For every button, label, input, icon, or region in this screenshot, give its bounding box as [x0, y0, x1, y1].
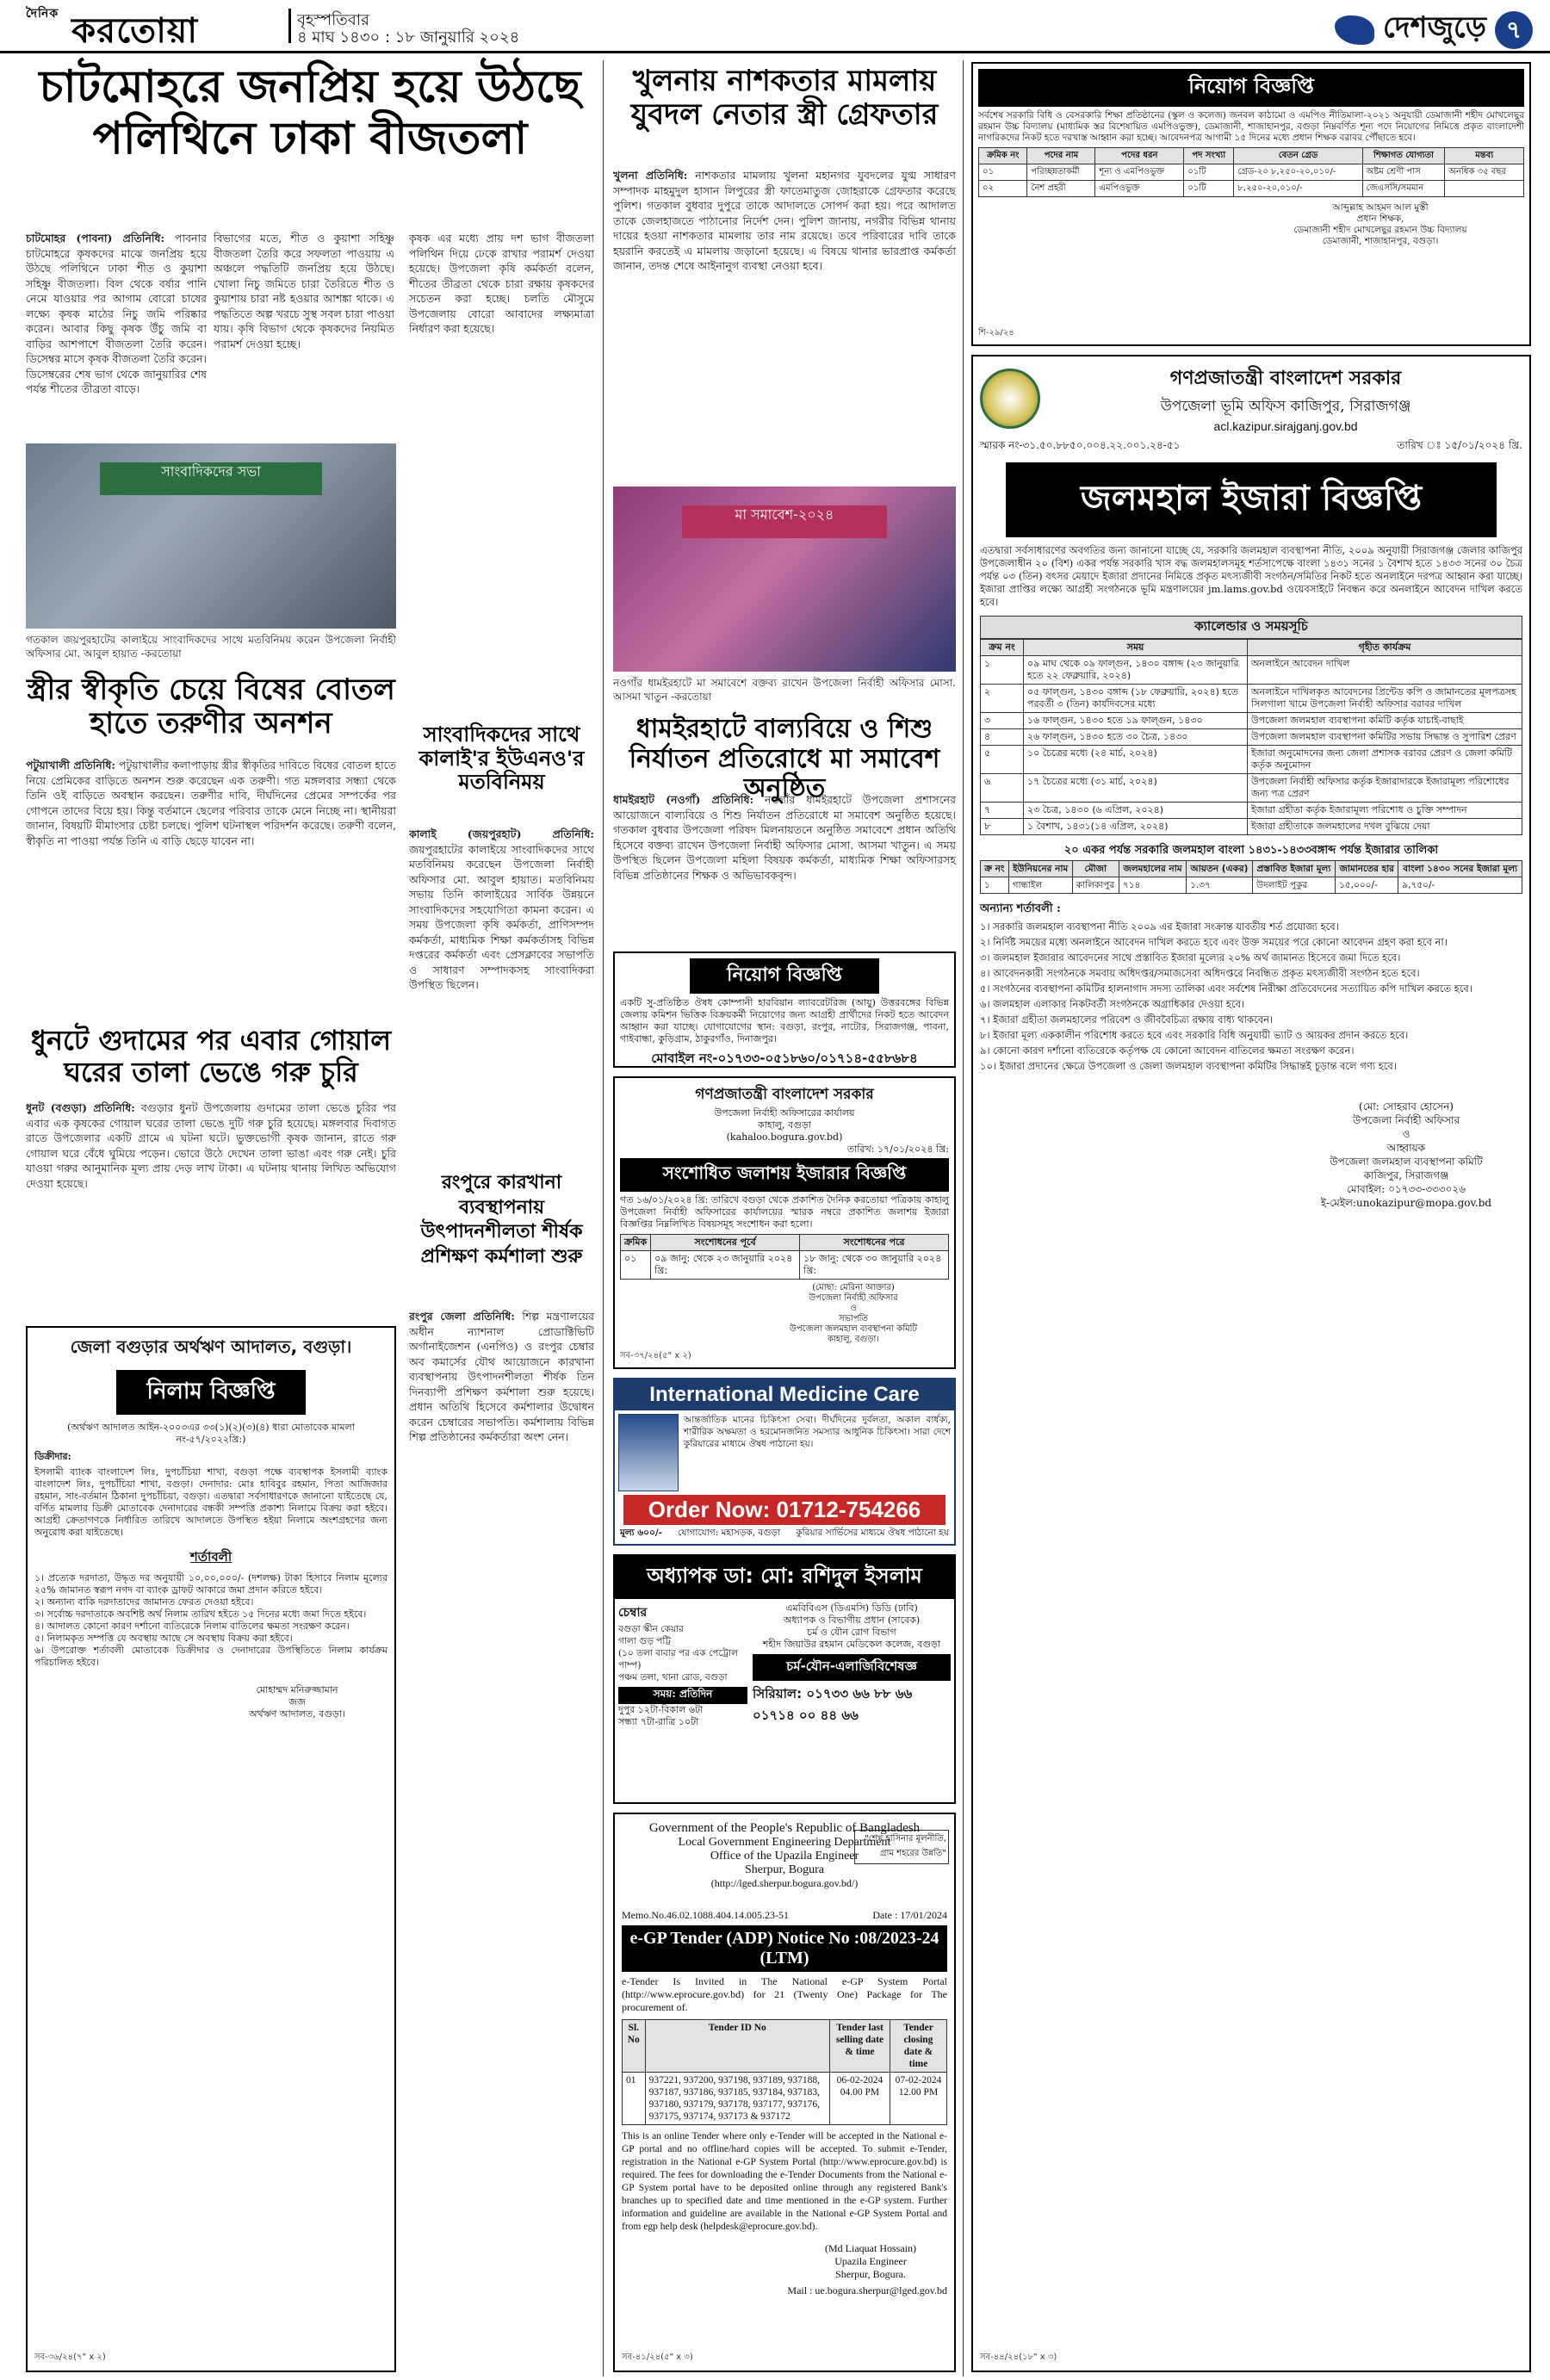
lged-title: e-GP Tender (ADP) Notice No :08/2023-24 (LTM): [622, 1925, 947, 1972]
story2-body: খুলনা প্রতিনিধি: নাশকতার মামলায় খুলনা মহানগর যুবদলের যুগ্ম সাধারণ সম্পাদক মাহমুদুল হাসান লিপুরের স্ত্রী ফাতেমাতুজ জোহরাকে গ্রেফতার করেছে পুলিশ। গতকাল বুধবার দুপুরে তাকে আদালতে সোপর্দ করা হয়। পরে আদালত তাকে জেলহাজতে পাঠানোর নির্দেশ দেন। পুলিশ জানায়, নগরীর বিভিন্ন থানায় দায়ের হওয়া নাশকতার মামলায় তার নাম রয়েছে। তবে পরিবারের দাবি তাকে হয়রানি করতেই এ মামলায় জড়ানো হয়েছে। এ বিষয়ে থানার ভারপ্রাপ্ত কর্মকর্তা জানান, তদন্ত শেষে আইনানুগ ব্যবস্থা নেওয়া হবে।: [613, 169, 956, 272]
lged-dept: Local Government Engineering Department: [678, 1836, 891, 1849]
ad-gov: গণপ্রজাতন্ত্রী বাংলাদেশ সরকার: [695, 1086, 874, 1103]
court-name: জেলা বগুড়ার অর্থঋণ আদালত, বগুড়া।: [70, 1336, 352, 1357]
school-job-table: ক্রমিক নং পদের নাম পদের ধরন পদ সংখ্যা বেতন গ্রেড শিক্ষাগত যোগ্যতা মন্তব্য ০১ পরিচ্ছন্নতাকর্মী শূন্য ও এমপিওভুক্ত ০১টি গ্রেড-২০ ৮,২৫০-২০,০১০/- অষ্টম শ্রেণী পাস অনধিক ৩৫ বছর ০২ নৈশ প্রহরী এমপিওভুক্ত ০১টি ৮,২৫০-২০,০১০/- জেএসসি/সমমান: [978, 147, 1524, 197]
auction-subtitle: (অর্থঋণ আদালত আইন-২০০৩এর ৩৩(১)(২)(৩)(৪) ধারা মোতাবেক মামলা নং-৫৭/২০২২খ্রি:): [67, 1422, 355, 1445]
ad-text: গত ১৬/০১/২০২৪ খ্রি: তারিখে বগুড়া থেকে প্রকাশিত দৈনিক করতোয়া পত্রিকায় কাহালু উপজেলা নির্বাহী অফিসারের কার্যালয়ের স্মারক নম্বরে প্রকাশিত জলাশয় ইজারা বিজ্ঞপ্তির নিম্নলিখিত বিষয়সমূহ সংশোধন করা হলো।: [620, 1194, 949, 1230]
jal-signature: (মো: সোহরাব হোসেন) উপজেলা নির্বাহী অফিসার ও আহ্বায়ক উপজেলা জলমহাল ব্যবস্থাপনা কমিটি কাজিপুর, সিরাজগঞ্জ মোবাইল: ০১৭৩৩-৩৩৩০২৬ ই-মেইল:unokazipur@mopa.gov.bd: [1320, 1100, 1492, 1209]
story7-body: রংপুর জেলা প্রতিনিধি: শিল্প মন্ত্রণালয়ের অধীন ন্যাশনাল প্রোডাক্টিভিটি অর্গানাইজেশন (এনপিও) ও রংপুর চেম্বার অব কমার্সের যৌথ আয়োজনে কারখানা ব্যবস্থাপনায় উৎপাদনশীলতা শীর্ষক তিন দিনব্যাপী প্রশিক্ষণ কর্মশালা শুরু হয়েছে। প্রধান অতিথি হিসেবে কর্মশালার উদ্বোধন করেন চেম্বারের সভাপতি। কর্মশালায় বিভিন্ন শিল্প প্রতিষ্ঠানের কর্মকর্তারা অংশ নেন।: [409, 1310, 594, 1443]
government-emblem-icon: [980, 369, 1040, 429]
medicine-note: যোগাযোগ: মহাসড়ক, বগুড়া: [678, 1528, 781, 1538]
table-row: ৫ ১০ চৈত্রের মধ্যে (২৪ মার্চ, ২০২৪) ইজারা অনুমোদনের জন্য জেলা প্রশাসক বরাবর প্রেরণ ও জেলা কমিটি কর্তৃক অনুমোদন: [981, 746, 1522, 774]
job-notice-mobile: মোবাইল নং-০১৭৩৩-০৫১৮৬০/০১৭১৪-৫৫৮৬৮৪: [651, 1051, 918, 1066]
ad-office: উপজেলা নির্বাহী অফিসারের কার্যালয়: [714, 1107, 855, 1119]
medicine-courier: কুরিয়ার সার্ভিসের মাধ্যমে ঔষধ পাঠানো হয়: [796, 1528, 949, 1538]
story5-headline: সাংবাদিকদের সাথে কালাই'র ইউএনও'র মতবিনিময়: [418, 722, 585, 795]
story4-body: পটুয়াখালী প্রতিনিধি: পটুয়াখালীর কলাপাড়ায় স্ত্রীর স্বীকৃতির দাবিতে বিষের বোতল হাতে নিয়ে প্রেমিকের বাড়িতে অনশন শুরু করেছেন এক তরুণী। গত মঙ্গলবার সন্ধ্যা থেকে তিনি ওই বাড়িতে অবস্থান করছেন। তরুণীর দাবি, দীর্ঘদিনের প্রেমের সম্পর্কের পর গোপনে তাদের বিয়ে হয়। কিন্তু বর্তমানে ছেলের পরিবার তাকে মেনে নিচ্ছে না। স্থানীয়রা জানান, বিষয়টি মীমাংসার চেষ্টা চলছে। পুলিশ ঘটনাস্থল পরিদর্শন করেছে। তরুণী বলেন, স্বীকৃতি না পাওয়া পর্যন্ত তিনি এ বাড়ি ছেড়ে যাবেন না।: [26, 759, 396, 847]
story2-headline: খুলনায় নাশকতার মামলায় যুবদল নেতার স্ত্রী গ্রেফতার: [630, 64, 939, 133]
doctor-ad: [613, 1554, 956, 1804]
decree-label: ডিক্রীদার:: [34, 1451, 71, 1462]
jal-text: এতদ্বারা সর্বসাধারণের অবগতির জন্য জানানো যাচ্ছে যে, সরকারি জলমহাল ব্যবস্থাপনা নীতি, ২০০৯ অনুযায়ী সিরাজগঞ্জ জেলার কাজিপুর উপজেলাধীন ২০ (বিশ) একর পর্যন্ত সরকারি খাস বদ্ধ জলমহালসমূহ শর্তসাপেক্ষে বাংলা ১৪৩১ সনের ১ বৈশাখ হতে ১৪৩৩ সনের ৩০ চৈত্র পর্যন্ত ০৩ (তিন) বৎসর মেয়াদে ইজারা প্রদানের নিমিত্তে প্রকৃত মৎস্যজীবী সংগঠন/সমিতির নিকট হতে অনলাইনে দরপত্র আহ্বান করা যাচ্ছে। ইজারা প্রাপ্তির লক্ষ্যে আগ্রহী সংগঠনকে ভূমি মন্ত্রণালয়ের jm.lams.gov.bd ওয়েবসাইটে নিবন্ধন করে অনলাইনে আবেদন দাখিল করতে হবে।: [980, 544, 1522, 608]
lged-signature: (Md Liaquat Hossain) Upazila Engineer Sherpur, Bogura.: [825, 2242, 916, 2280]
medicine-care-ad: [613, 1378, 956, 1546]
meeting-photo: [26, 443, 396, 629]
job-notice-title: নিয়োগ বিজ্ঞপ্তি: [690, 958, 879, 994]
tender-table: Sl. No Tender ID No Tender last selling date & time Tender closing date & time 01 937221, 937200, 937198, 937189, 937188, 937187, 937186, 937185, 937184, 937183, 937180, 937179, 937178, 937177, 937176, 937175, 937174, 937173 & 937172 06-02-2024 04.00 PM 07-02-2024 12.00 PM: [622, 2019, 947, 2125]
story5-body: কালাই (জয়পুরহাট) প্রতিনিধি: জয়পুরহাটের কালাইয়ে সাংবাদিকদের সাথে মতবিনিময় করেছেন উপজেলা নির্বাহী অফিসার মো. আবুল হায়াত। মতবিনিময় সভায় তিনি কালাইয়ের সার্বিক উন্নয়নে সাংবাদিকদের সহযোগিতা কামনা করেন। এ সময় উপজেলা কৃষি কর্মকর্তা, প্রাণিসম্পদ কর্মকর্তা, মাধ্যমিক শিক্ষা কর্মকর্তাসহ বিভিন্ন দপ্তরের কর্মকর্তা এবং প্রেসক্লাবের সভাপতি ও সাধারণ সম্পাদকসহ সাংবাদিকরা উপস্থিত ছিলেন।: [409, 827, 594, 991]
table-row: ৬ ১৭ চৈত্রের মধ্যে (৩১ মার্চ, ২০২৪) উপজেলা নির্বাহী অফিসার কর্তৃক ইজারাদারকে ইজারামূল্য পরিশোধের জন্য পত্র প্রেরণ: [981, 774, 1522, 803]
school-job-notice-ad: [971, 62, 1531, 346]
ad-code: সব-৩৬/২৪(৭" x ২): [34, 2352, 106, 2362]
medicine-price: মূল্য ৬০০/-: [620, 1528, 663, 1538]
table-row: ৩ ১৬ ফাল্গুন, ১৪৩০ হতে ১৯ ফাল্গুন, ১৪৩০ উপজেলা জলমহাল ব্যবস্থাপনা কমিটি কর্তৃক যাচাই-বাছাই: [981, 713, 1522, 729]
job-notice-text: একটি সু-প্রতিষ্ঠিত ঔষধ কোম্পানী হারবিয়ান ল্যাবরেটরিজ (আয়ু) উত্তরবঙ্গের বিভিন্ন জেলায় কমিশন ভিত্তিক বিক্রয়কর্মী নিয়োগের জন্য আগ্রহী প্রার্থীদের নিকট হতে আবেদন আহ্বান করা যাচ্ছে। যোগাযোগের স্থান: বগুড়া, রংপুর, নাটোর, সিরাজগঞ্জ, পাবনা, গাইবান্ধা, কুড়িগ্রাম, ঠাকুরগাঁও, দিনাজপুর।: [620, 997, 949, 1044]
doctor-dept: চর্ম-যৌন-এলার্জিবিশেষজ্ঞ: [753, 1654, 951, 1681]
calendar-title: ক্যালেন্ডার ও সময়সূচি: [980, 616, 1522, 639]
table-row: ৪ ২৬ ফাল্গুন, ১৪৩০ হতে ৩০ চৈত্র, ১৪৩০ উপজেলা জলমহাল ব্যবস্থাপনা কমিটির সভায় সিদ্ধান্ত ও সুপারিশ প্রেরণ: [981, 729, 1522, 746]
column-rule: [603, 60, 604, 2377]
table-row: ০২ নৈশ প্রহরী এমপিওভুক্ত ০১টি ৮,২৫০-২০,০১০/- জেএসসি/সমমান: [979, 181, 1524, 197]
ad-date: তারিখ: ১৭/০১/২০২৪ খ্রি:: [846, 1144, 949, 1155]
story7-headline: রংপুরে কারখানা ব্যবস্থাপনায় উৎপাদনশীলতা শীর্ষক প্রশিক্ষণ কর্মশালা শুরু: [420, 1172, 583, 1267]
auction-notice-ad: [26, 1326, 396, 2372]
photo1-caption: গতকাল জয়পুরহাটের কালাইয়ে সাংবাদিকদের সাথে মতবিনিময় করেন উপজেলা নির্বাহী অফিসার মো. আবুল হায়াত -করতোয়া: [26, 634, 396, 660]
ad-code: সব-৩৭/২৪(৫" x ২): [620, 1351, 691, 1360]
auction-title: নিলাম বিজ্ঞপ্তি: [116, 1370, 306, 1415]
chamber-time: দুপুর ১২টা-বিকাল ৬টা সন্ধ্যা ৭টা-রাত্রি ১০টা: [618, 1704, 704, 1727]
table-row: ৮ ১ বৈশাখ, ১৪৩১(১৪ এপ্রিল, ২০২৪) ইজারা গ্রহীতাকে জলমহালের দখল বুঝিয়ে দেয়া: [981, 819, 1522, 835]
calendar-table: ক্রম নং সময় গৃহীত কার্যক্রম ১ ০৯ মাঘ থেকে ০৯ ফাল্গুন, ১৪৩০ বঙ্গাব্দ (২৩ জানুয়ারি হতে ২২ ফেব্রুয়ারি, ২০২৪) অনলাইনে আবেদন দাখিল ২ ০৫ ফাল্গুন, ১৪৩০ বঙ্গাব্দ (১৮ ফেব্রুয়ারি, ২০২৪) হতে পরবর্তী ৩ (তিন) কার্যদিবসের মধ্যে অনলাইনে দাখিলকৃত আবেদনের প্রিন্টেড কপি ও জামানতের মূলপত্রসহ সিলগালা খামে উপজেলা নির্বাহী অফিসার বরাবর দাখিল ৩ ১৬ ফাল্গুন, ১৪৩০ হতে ১৯ ফাল্গুন, ১৪৩০ উপজেলা জলমহাল ব্যবস্থাপনা কমিটি কর্তৃক যাচাই-বাছাই ৪ ২৬ ফাল্গুন, ১৪৩০ হতে ৩০ চৈত্র, ১৪৩০ উপজেলা জলমহাল ব্যবস্থাপনা কমিটির সভায় সিদ্ধান্ত ও সুপারিশ প্রেরণ ৫ ১০ চৈত্রের মধ্যে (২৪ মার্চ, ২০২৪) ইজারা অনুমোদনের জন্য জেলা প্রশাসক বরাবর প্রেরণ ও জেলা কমিটি কর্তৃক অনুমোদন ৬ ১৭ চৈত্রের মধ্যে (৩১ মার্চ, ২০২৪) উপজেলা নির্বাহী অফিসার কর্তৃক ইজারাদারকে ইজারামূল্য পরিশোধের জন্য পত্র প্রেরণ ৭ ২৩ চৈত্র, ১৪৩০ (৬ এপ্রিল, ২০২৪) ইজারা গ্রহীতা কর্তৃক ইজারামূল্য পরিশোধ ও চুক্তি সম্পাদন ৮ ১ বৈশাখ, ১৪৩১(১৪ এপ্রিল, ২০২৪) ইজারা গ্রহীতাকে জলমহালের দখল বুঝিয়ে দেয়া: [980, 639, 1522, 835]
medicine-order: Order Now: 01712-754266: [623, 1495, 946, 1525]
story6-headline: ধুনটে গুদামের পর এবার গোয়াল ঘরের তালা ভেঙে গরু চুরি: [30, 1024, 392, 1088]
serial-phone: সিরিয়াল: ০১৭৩৩ ৬৬ ৮৮ ৬৬: [753, 1686, 913, 1701]
story1-col1: চাটমোহর (পাবনা) প্রতিনিধি: পাবনার চাটমোহরে কৃষকদের মাঝে জনপ্রিয় হয়ে উঠছে পলিথিনে ঢাকা শীত ও কুয়াশা সহিষ্ণু বীজতলা। বিল থেকে বর্ষার পানি নেমে যাওয়ার পর আগাম বোরো চাষের লক্ষ্যে কৃষক মাঠের নিচু জমি পরিষ্কার করেন। আবার কিছু কৃষক উঁচু জমি বা বাড়ির আশপাশে বীজতলা তৈরি করেন। ডিসেম্বর মাসে কৃষক বীজতলা তৈরি করেন। ডিসেম্বরের শেষ ভাগ থেকে জানুয়ারির শেষ পর্যন্ত শীতের তীব্রতা বাড়ে।: [26, 232, 207, 395]
serial-phone-2: ০১৭১৪ ০০ ৪৪ ৬৬: [753, 1708, 859, 1723]
lged-slogan: "শেখ হাসিনার মূলনীতি, গ্রাম শহরের উন্নতি": [854, 1830, 949, 1864]
conditions-title: শর্তাবলী: [189, 1549, 232, 1565]
school-job-signature: আব্দুল্লাহ আহমদ আল মুস্তী প্রধান শিক্ষক, ডেমাজানী শহীদ মোখলেছুর রহমান উচ্চ বিদ্যালয় ডেমাজানী, শাজাহানপুর, বগুড়া।: [1293, 202, 1467, 246]
masthead: [0, 0, 1550, 53]
jal-gov: গণপ্রজাতন্ত্রী বাংলাদেশ সরকার: [1169, 368, 1402, 389]
doctor-degrees: এমবিবিএস (ডিএমসি) ডিডি (ঢাবি) অধ্যাপক ও বিভাগীয় প্রধান (সাবেক) চর্ম ও যৌন রোগ বিভাগ শহীদ জিয়াউর রহমান মেডিকেল কলেজ, বগুড়া: [762, 1602, 941, 1650]
mother-rally-photo: [613, 487, 956, 672]
story1-col3: কৃষক এর মধ্যে প্রায় দশ ভাগ বীজতলা পলিথিন দিয়ে ঢেকে রাখার পরামর্শ দেওয়া হয়েছে। উপজেলা কৃষি কর্মকর্তা বলেন, শীতের তীব্রতা থেকে চারা রক্ষায় কৃষকদের সচেতন করা হচ্ছে। চলতি মৌসুমে উপজেলায় বোরো আবাদের লক্ষ্যমাত্রা নির্ধারণ করা হয়েছে।: [409, 232, 594, 335]
story1-headline: চাটমোহরে জনপ্রিয় হয়ে উঠছে পলিথিনে ঢাকা বীজতলা: [39, 61, 581, 164]
waterbody-lease-ad: [613, 1076, 956, 1369]
lged-memo: Memo.No.46.02.1088.404.14.005.23-51: [622, 1909, 789, 1921]
medicine-text: আন্তর্জাতিক মানের চিকিৎসা সেবা। দীর্ঘদিনের দুর্বলতা, অকাল বার্ধক্য, শারীরিক অক্ষমতা ও হরমোনজনিত সমস্যার আধুনিক চিকিৎসা। সারা দেশে কুরিয়ারের মাধ্যমে ঔষধ পাঠানো হয়।: [684, 1415, 951, 1449]
auction-text: ইসলামী ব্যাংক বাংলাদেশ লিঃ, দুপচাঁচিয়া শাখা, বগুড়া পক্ষে ব্যবস্থাপক ইসলামী ব্যাংক বাংলাদেশ লিঃ, দুপচাঁচিয়া শাখা, বগুড়া। দেনাদার: মোঃ হাবিবুর রহমান, পিতা আজিজার রহমান, সাং-বর্তমান ঠিকানা দুপচাঁচিয়া, বগুড়া। এতদ্বারা সর্বসাধারণকে জানানো যাইতেছে যে, বর্ণিত মামলার ডিক্রী মোতাবেক দেনাদারের বন্ধকী সম্পত্তি প্রকাশ্য নিলামে বিক্রয় করা হইবে। আগ্রহী ক্রেতাগণকে নির্ধারিত তারিখে আদালতে উপস্থিত হইয়া নিলামে অংশগ্রহণের জন্য অনুরোধ করা যাইতেছে।: [34, 1466, 388, 1538]
lease-list-title: ২০ একর পর্যন্ত সরকারি জলমহাল বাংলা ১৪৩১-১৪৩৩বঙ্গাব্দ পর্যন্ত ইজারার তালিকা: [1063, 844, 1439, 857]
school-job-title: নিয়োগ বিজ্ঞপ্তি: [978, 69, 1524, 107]
story4-headline: স্ত্রীর স্বীকৃতি চেয়ে বিষের বোতল হাতে তরুণীর অনশন: [27, 672, 395, 741]
jal-date: তারিখ ঃ ১৫/০১/২০২৪ খ্রি.: [1397, 439, 1522, 451]
photo-banner: সাংবাদিকদের সভা: [100, 462, 322, 496]
page-number: ৭: [1495, 11, 1533, 49]
lged-body: This is an online Tender where only e-Tender will be accepted in the National e-GP portal and no offline/hard copies will be accepted. To submit e-Tender, registration in the National e-GP System Portal (http://www.eprocure.gov.bd) is required. The fees for downloading the e-Tender Documents from the National e-GP System portal have to be deposited online through any registered Bank's branches up to specified date and time mentioned in the e-GP system. Further information and guideline are available in the National e-GP System Portal and from egp help desk (helpdesk@eprocure.gov.bd).: [622, 2131, 947, 2232]
conditions-list: ১। প্রত্যেক দরদাতা, উদ্ধৃত দর অনুযায়ী ১০,০০,০০০/- (দশলক্ষ) টাকা হিসাবে নিলাম মূল্যের ২৫% জামানত স্বরূপ নগদ বা ব্যাংক ড্রাফট আকারে জমা প্রদান করিতে হইবে। ২। অন্যান্য বাকি দরদাতাদের জামানত ফেরত দেওয়া হইবে। ৩। সর্বোচ্চ দরদাতাকে অবশিষ্ট অর্থ নিলাম তারিখ হইতে ১৫ দিনের মধ্যে জমা দিতে হইবে। ৪। আদালত কোনো কারণ দর্শানো ব্যতিরেকে নিলাম বাতিলের ক্ষমতা সংরক্ষণ করেন। ৫। নিলামকৃত সম্পত্তি যে অবস্থায় আছে সে অবস্থায় বিক্রয় করা হইবে। ৬। উপরোক্ত শর্তাবলী মোতাবেক ডিক্রীদার ও দেনাদারের উপস্থিতিতে নিলাম কার্যক্রম পরিচালিত হইবে।: [34, 1572, 388, 1668]
doctor-name: অধ্যাপক ডা: মো: রশিদুল ইসলাম: [615, 1556, 954, 1599]
ad-code: সব-৪৪/২৪(১৮" x ৩): [980, 2352, 1057, 2362]
school-job-text: সর্বশেষ সরকারি বিধি ও বেসরকারি শিক্ষা প্রতিষ্ঠানের (স্কুল ও কলেজ) জনবল কাঠামো ও এমপিও নীতিমালা-২০২১ অনুযায়ী ডেমাজানী শহীদ মোখলেছুর রহমান উচ্চ বিদ্যালয় (মাধ্যমিক স্তর বিশেষায়িত এমপিওভুক্ত), ডেমাজানী, শাজাহানপুর, বগুড়া নিম্নবর্ণিত শূন্য পদে নিয়োগের নিমিত্তে প্রকৃত বাংলাদেশী নাগরিকদের নিকট হতে দরখাস্ত আহ্বান করা হচ্ছে। আবেদনপত্র আগামী ১৫ দিনের মধ্যে প্রধান শিক্ষক বরাবর পৌঁছাতে হবে।: [978, 110, 1524, 143]
lged-date: Date : 17/01/2024: [872, 1909, 947, 1921]
jal-memo: স্মারক নং-৩১.৫০.৮৮৫০.০০৪.২২.০০১.২৪-৫১: [980, 439, 1181, 451]
photo-banner: মা সমাবেশ-২০২৪: [682, 505, 888, 539]
story3-headline: ধামইরহাটে বাল্যবিয়ে ও শিশু নির্যাতন প্রতিরোধে মা সমাবেশ অনুষ্ঠিত: [629, 714, 940, 803]
table-row: ২ ০৫ ফাল্গুন, ১৪৩০ বঙ্গাব্দ (১৮ ফেব্রুয়ারি, ২০২৪) হতে পরবর্তী ৩ (তিন) কার্যদিবসের মধ্যে অনলাইনে দাখিলকৃত আবেদনের প্রিন্টেড কপি ও জামানতের মূলপত্রসহ সিলগালা খামে উপজেলা নির্বাহী অফিসার বরাবর দাখিল: [981, 685, 1522, 713]
chamber-label: চেম্বার: [618, 1606, 648, 1620]
lged-intro: e-Tender Is Invited in The National e-GP System Portal (http://www.eprocure.gov.bd) for 21 (Twenty One) Package for The procurement of.: [622, 1975, 947, 2013]
table-row: 01 937221, 937200, 937198, 937189, 937188, 937187, 937186, 937185, 937184, 937183, 937180, 937179, 937178, 937177, 937176, 937175, 937174, 937173 & 937172 06-02-2024 04.00 PM 07-02-2024 12.00 PM: [623, 2073, 947, 2125]
story6-body: ধুনট (বগুড়া) প্রতিনিধি: বগুড়ার ধুনট উপজেলায় গুদামের তালা ভেঙে চুরির পর এবার এক কৃষকের গোয়াল ঘরের তালা ভেঙে দুটি গরু চুরি হয়েছে। মঙ্গলবার দিবাগত রাতে উপজেলার একটি গ্রামে এ ঘটনা ঘটে। ভুক্তভোগী কৃষক জানান, রাতে গরু গোয়াল ঘরে বেঁধে ঘুমিয়ে পড়েন। ভোরে উঠে দেখেন তালা ভাঙা এবং গরু নেই। চুরি যাওয়া গরুর আনুমানিক মূল্য প্রায় দেড় লাখ টাকা। এ ঘটনায় থানায় লিখিত অভিযোগ দেওয়া হয়েছে।: [26, 1101, 396, 1190]
photo2-caption: নওগাঁর ধামইরহাটে মা সমাবেশে বক্তব্য রাখেন উপজেলা নির্বাহী অফিসার মোসা. আসমা খাতুন -করতোয়া: [613, 677, 956, 703]
jal-title: জলমহাল ইজারা বিজ্ঞপ্তি: [1006, 462, 1497, 537]
correction-table: ক্রমিক সংশোধনের পূর্বে সংশোধনের পরে ০১ ০৯ জানু: থেকে ২৩ জানুয়ারি ২০২৪ খ্রি: ১৮ জানু: থেকে ৩০ জানুয়ারি ২০২৪ খ্রি:: [620, 1234, 949, 1280]
column-rule: [963, 60, 964, 2377]
ad-code: সব-৪১/২৪(৫" x ৩): [622, 2352, 693, 2362]
medicine-title: International Medicine Care: [615, 1379, 954, 1410]
judge-signature: মোহাম্মদ মনিরুজ্জামান জজ অর্থঋণ আদালত, বগুড়া।: [249, 1684, 345, 1720]
chamber-address: বগুড়া স্কীন কেয়ার গালা গুড় পট্টি (১০ তলা বাবার পর এক পেট্রোল পাম্প) পঞ্চম তলা, থানা রোড, বগুড়া: [618, 1624, 738, 1683]
ad-place: কাহালু, বগুড়া: [758, 1119, 811, 1131]
lged-place: Sherpur, Bogura: [745, 1863, 824, 1876]
lged-gov: Government of the People's Republic of Bangladesh: [648, 1821, 921, 1835]
table-row: ৭ ২৩ চৈত্র, ১৪৩০ (৬ এপ্রিল, ২০২৪) ইজারা গ্রহীতা কর্তৃক ইজারামূল্য পরিশোধ ও চুক্তি সম্পাদন: [981, 803, 1522, 819]
jalmahal-lease-ad: [971, 355, 1531, 2372]
medicine-bottle-icon: [618, 1414, 679, 1491]
story3-body: ধামইরহাট (নওগাঁ) প্রতিনিধি: নওগাঁর ধামইরহাটে উপজেলা প্রশাসনের আয়োজনে বাল্যবিয়ে ও শিশু নির্যাতন প্রতিরোধে মা সমাবেশ অনুষ্ঠিত হয়েছে। গতকাল বুধবার উপজেলা পরিষদ মিলনায়তনে অনুষ্ঠিত সমাবেশে প্রধান অতিথি হিসেবে বক্তব্য রাখেন উপজেলা নির্বাহী অফিসার মোসা. আসমা খাতুন। এ সময় উপস্থিত ছিলেন উপজেলা মহিলা বিষয়ক কর্মকর্তা, মাধ্যমিক শিক্ষা অফিসারসহ বিভিন্ন প্রতিষ্ঠানের শিক্ষক ও অভিভাবকবৃন্দ।: [613, 793, 956, 882]
jal-office: উপজেলা ভূমি অফিস কাজিপুর, সিরাজগঞ্জ: [1160, 398, 1411, 415]
lged-tender-ad: [613, 1813, 956, 2372]
bangladesh-map-icon: [1335, 15, 1374, 45]
lged-mail: Mail : ue.bogura.sherpur@lged.gov.bd: [787, 2284, 947, 2296]
section-label: দেশজুড়ে ৭: [1335, 5, 1533, 54]
ad-title: সংশোধিত জলাশয় ইজারার বিজ্ঞপ্তি: [620, 1158, 949, 1192]
terms-list: ১। সরকারি জলমহাল ব্যবস্থাপনা নীতি ২০০৯ এর ইজারা সংক্রান্ত যাবতীয় শর্ত প্রযোজ্য হবে। ২। নির্দিষ্ট সময়ের মধ্যে অনলাইনে আবেদন দাখিল করতে হবে এবং উক্ত সময়ের পরে কোনো আবেদন গ্রহণ করা হবে না। ৩। জলমহাল ইজারার আবেদনের সাথে প্রস্তাবিত ইজারা মূল্যের ২০% অর্থ জামানত হিসেবে জমা দিতে হবে। ৪। আবেদনকারী সংগঠনকে সমবায় অধিদপ্তর/সমাজসেবা অধিদপ্তরে নিবন্ধিত প্রকৃত মৎস্যজীবী সংগঠন হতে হবে। ৫। সংগঠনের ব্যবস্থাপনা কমিটির হালনাগাদ সদস্য তালিকা এবং সর্বশেষ নিরীক্ষা প্রতিবেদনের সত্যায়িত কপি দাখিল করতে হবে। ৬। জলমহাল এলাকার নিকটবর্তী সংগঠনকে অগ্রাধিকার দেওয়া হবে। ৭। ইজারা গ্রহীতা জলমহালের পরিবেশ ও জীববৈচিত্র্য রক্ষায় বাধ্য থাকবেন। ৮। ইজারা মূল্য এককালীন পরিশোধ করতে হবে এবং সরকারি বিধি অনুযায়ী ভ্যাট ও আয়কর প্রদান করতে হবে। ৯। কোনো কারণ দর্শানো ব্যতিরেকে কর্তৃপক্ষ যে কোনো আবেদন বাতিলের ক্ষমতা সংরক্ষণ করেন। ১০। ইজারা প্রদানের ক্ষেত্রে উপজেলা ও জেলা জলমহাল ব্যবস্থাপনা কমিটির সিদ্ধান্তই চূড়ান্ত বলে গণ্য হবে।: [980, 920, 1472, 1072]
jal-web: acl.kazipur.sirajganj.gov.bd: [1213, 419, 1358, 433]
masthead-date: বৃহস্পতিবার ৪ মাঘ ১৪৩০ : ১৮ জানুয়ারি ২০২৪: [297, 11, 520, 46]
ad-signature: (মোছা: মেরিনা আক্তার) উপজেলা নির্বাহী অফিসার ও সভাপতি উপজেলা জলমহাল ব্যবস্থাপনা কমিটি কাহালু, বগুড়া।: [790, 1283, 917, 1344]
newspaper-logo: $^{দৈনিক}$ করতোয়া: [26, 7, 198, 51]
ad-web: (kahaloo.bogura.gov.bd): [726, 1131, 843, 1143]
lged-web: (http://lged.sherpur.bogura.gov.bd/): [710, 1877, 859, 1889]
table-row: ০১ পরিচ্ছন্নতাকর্মী শূন্য ও এমপিওভুক্ত ০১টি গ্রেড-২০ ৮,২৫০-২০,০১০/- অষ্টম শ্রেণী পাস অনধিক ৩৫ বছর: [979, 164, 1524, 181]
masthead-separator: [288, 9, 291, 43]
table-row: ১ ০৯ মাঘ থেকে ০৯ ফাল্গুন, ১৪৩০ বঙ্গাব্দ (২৩ জানুয়ারি হতে ২২ ফেব্রুয়ারি, ২০২৪) অনলাইনে আবেদন দাখিল: [981, 656, 1522, 685]
story1-col2: বিভাগের মতে, শীত ও কুয়াশা সহিষ্ণু বীজতলা তৈরি করে সফলতা পাওয়ায় এ অঞ্চলে পদ্ধতিটি জনপ্রিয় হয়ে উঠছে। খোলা নিচু জমিতে চারা তৈরিতে শীত ও কুয়াশায় চারা নষ্ট হওয়ার আশঙ্কা থাকে। এ পদ্ধতিতে অল্প খরচে সুস্থ সবল চারা পাওয়া যায়। কৃষি বিভাগ থেকে কৃষকদের নিয়মিত পরামর্শ দেওয়া হচ্ছে।: [214, 232, 394, 350]
job-notice-ad: [613, 951, 956, 1068]
ad-code: শি-২৯/২৪: [978, 328, 1014, 338]
table-row: ১ গান্ধাইল কালিকাপুর ৭১৪ ১.৩৭ উদলাইট পুকুর ১৫,০০০/- ৯,৭৫০/-: [981, 877, 1522, 894]
terms-title: অন্যান্য শর্তাবলী :: [980, 902, 1061, 915]
lged-office: Office of the Upazila Engineer: [710, 1850, 859, 1862]
time-label: সময়: প্রতিদিন: [618, 1687, 747, 1704]
lease-list-table: ক্র নং ইউনিয়নের নাম মৌজা জলমহালের নাম আয়তন (একর) প্রস্তাবিত ইজারা মূল্য জামানতের হার বাংলা ১৪৩০ সনের ইজারা মূল্য ১ গান্ধাইল কালিকাপুর ৭১৪ ১.৩৭ উদলাইট পুকুর ১৫,০০০/- ৯,৭৫০/-: [980, 860, 1522, 894]
